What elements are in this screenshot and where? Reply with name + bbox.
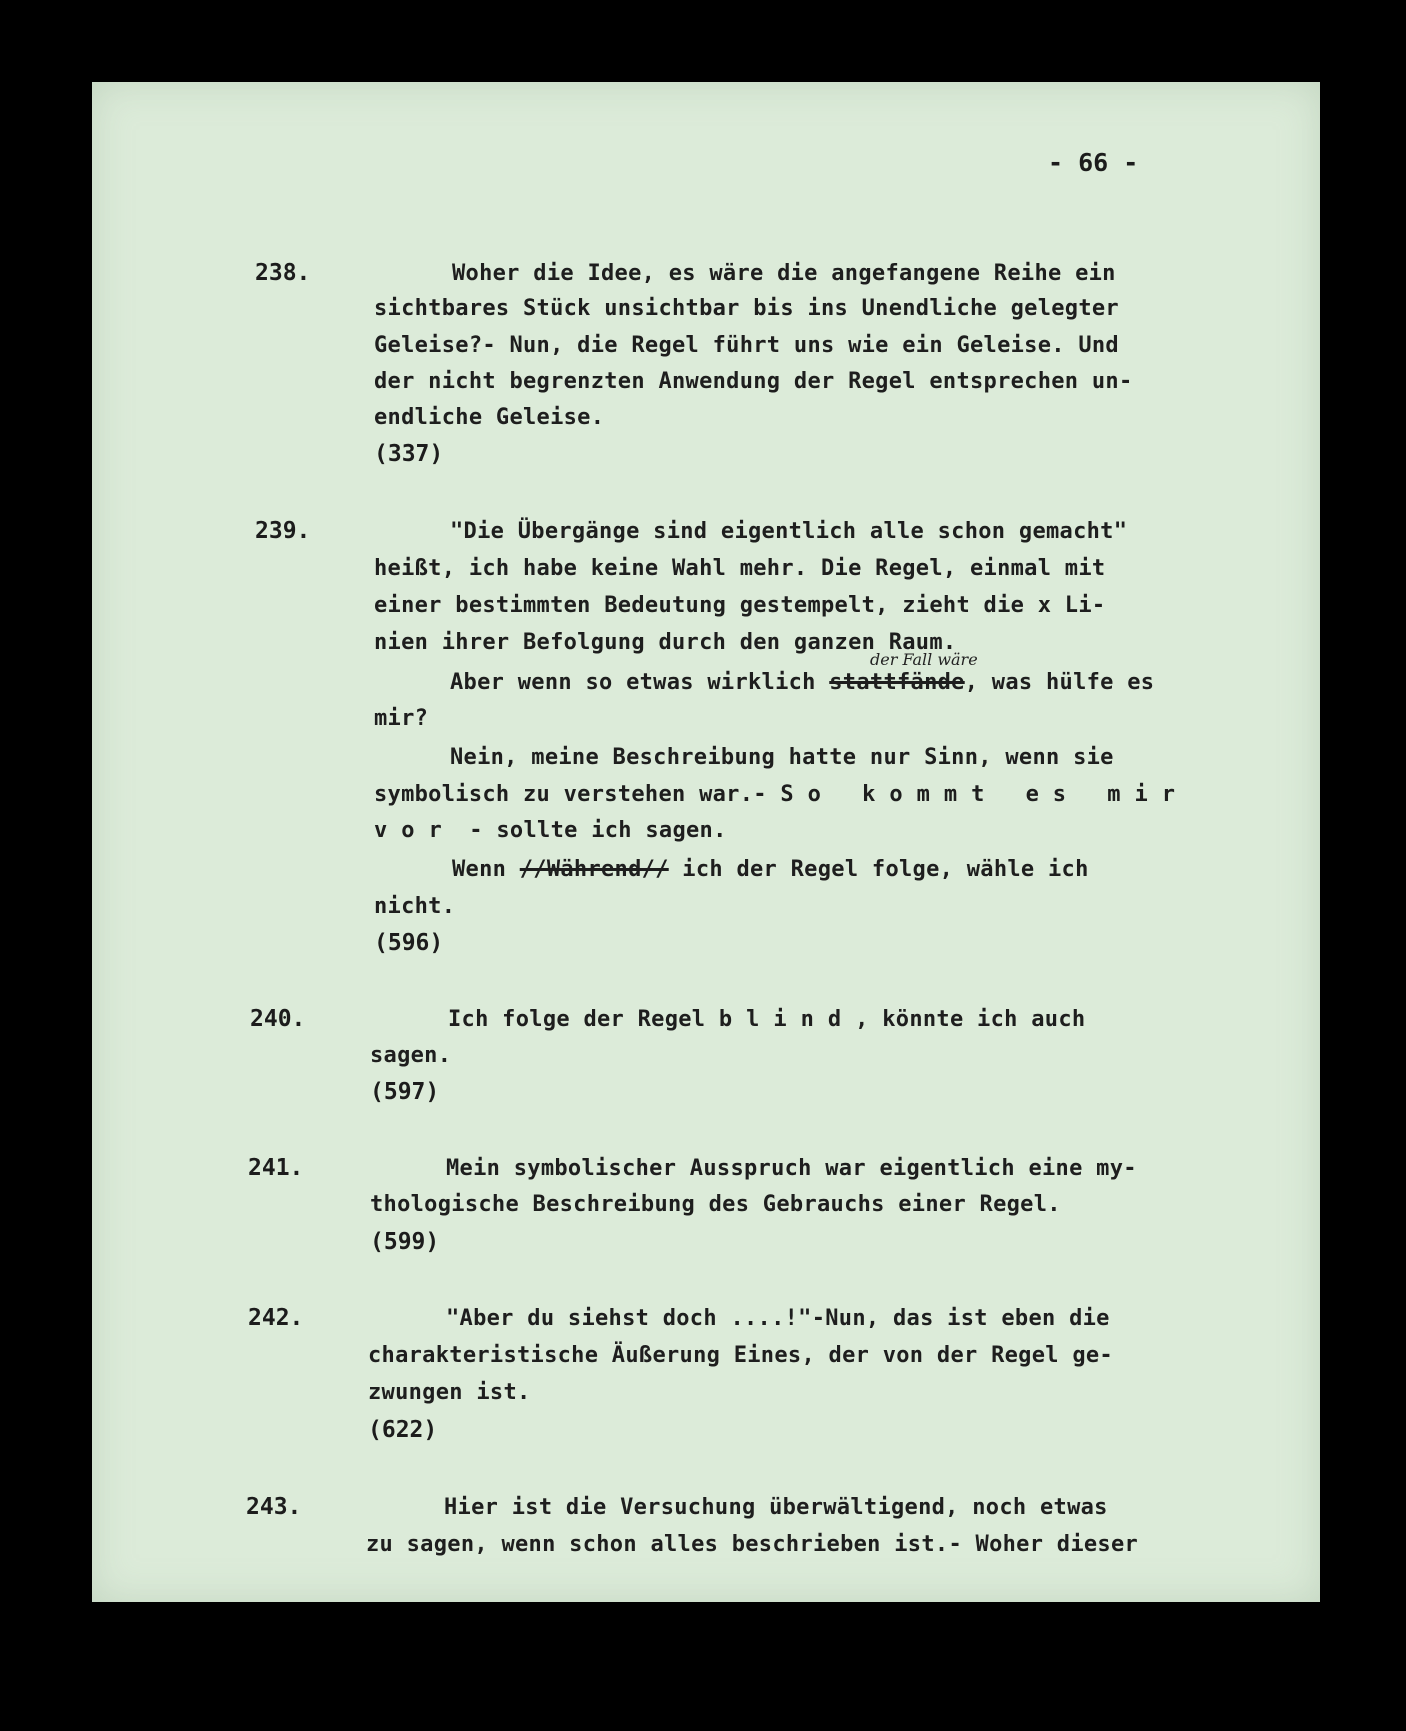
entry-number: 241. [248,1155,304,1181]
spaced-emphasis: vor [374,818,456,843]
entry-text-line: Nein, meine Beschreibung hatte nur Sinn, wenn sie [450,745,1114,770]
entry-text-line: endliche Geleise. [374,405,605,430]
entry-text-line: symbolisch zu verstehen war.- So kommt es mir [374,782,1190,807]
entry-number: 238. [255,260,311,286]
entry-number: 243. [246,1494,302,1520]
entry-text-line: zu sagen, wenn schon alles beschrieben ist.- Woher dieser [366,1532,1139,1557]
handwritten-insertion: der Fall wäre [870,650,978,669]
entry-number: 239. [255,518,311,544]
entry-text-line: heißt, ich habe keine Wahl mehr. Die Regel, einmal mit [374,556,1106,581]
spaced-emphasis: So kommt es mir [780,782,1190,807]
entry-reference: (597) [370,1079,440,1105]
entry-number: 240. [250,1006,306,1032]
entry-text-line: Woher die Idee, es wäre die angefangene Reihe ein [452,261,1116,286]
entry-text-line: "Die Übergänge sind eigentlich alle schon gemacht" [450,519,1128,544]
spaced-emphasis: blind [718,1007,856,1032]
entry-text-line: Wenn //Während// ich der Regel folge, wähle ich [452,857,1089,882]
entry-text-line: "Aber du siehst doch ....!"-Nun, das ist eben die [446,1306,1110,1331]
entry-text-line: zwungen ist. [368,1380,531,1405]
entry-text-line: charakteristische Äußerung Eines, der von der Regel ge- [368,1343,1113,1368]
entry-text-line: der nicht begrenzten Anwendung der Regel entsprechen un- [374,369,1133,394]
entry-text-line: Hier ist die Versuchung überwältigend, noch etwas [444,1495,1108,1520]
entry-text-line: thologische Beschreibung des Gebrauchs einer Regel. [370,1192,1061,1217]
entry-text-line: Aber wenn so etwas wirklich stattfände, was hülfe es [450,670,1155,695]
entry-text-line: Ich folge der Regel blind, könnte ich auch [448,1007,1086,1032]
entry-reference: (596) [374,930,444,956]
entry-reference: (622) [368,1417,438,1443]
entry-text-line: nicht. [374,894,456,919]
entry-text-line: vor - sollte ich sagen. [374,818,727,843]
entry-reference: (599) [370,1229,440,1255]
entry-text-line: einer bestimmten Bedeutung gestempelt, zieht die x Li- [374,593,1106,618]
entry-text-line: sichtbares Stück unsichtbar bis ins Unendliche gelegter [374,296,1119,321]
entry-reference: (337) [374,441,444,467]
entry-text-line: sagen. [370,1043,452,1068]
entry-number: 242. [248,1305,304,1331]
struck-text: stattfände [829,670,965,695]
entry-text-line: mir? [374,706,429,731]
entry-text-line: Mein symbolischer Ausspruch war eigentlich eine my- [446,1156,1137,1181]
entry-text-line: nien ihrer Befolgung durch den ganzen Raum. [374,630,957,655]
entry-text-line: Geleise?- Nun, die Regel führt uns wie ein Geleise. Und [374,333,1119,358]
page-number: - 66 - [1048,148,1139,177]
struck-text: //Während// [519,857,669,882]
